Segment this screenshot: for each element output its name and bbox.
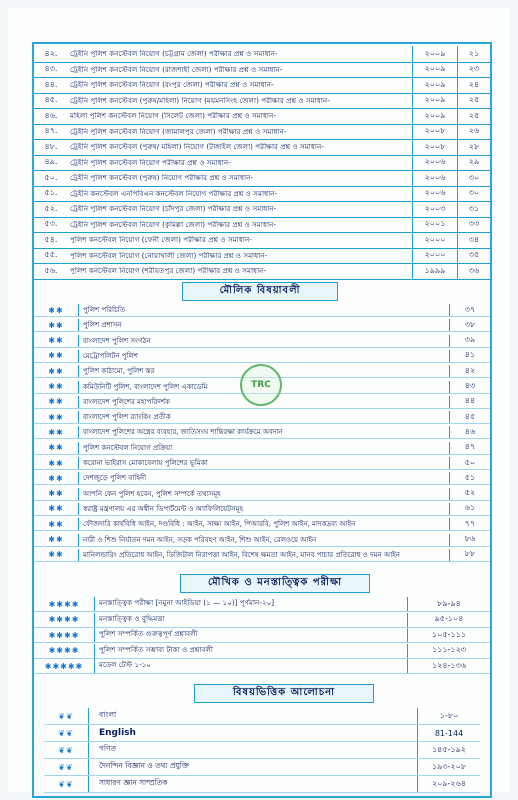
row-page: ২৯ — [457, 155, 490, 171]
item-title: বাংলাদেশ পুলিশের অস্ত্রের ব্যবহার, জাতিসংঘ শান্তিরক্ষা কার্যক্রমে অবদান — [78, 426, 449, 438]
row-title: ট্রেইনি পুলিশ কনস্টেবল নিয়োগ (চট্টগ্রাম জেলা) পরীক্ষার প্রশ্ন ও সমাধান- — [70, 50, 278, 58]
list-item — [34, 426, 490, 439]
table-row — [34, 248, 490, 265]
star-bullet-icon: ✱✱ — [48, 351, 64, 361]
table-row — [34, 263, 490, 280]
item-title: মনস্তাত্ত্বিক পরীক্ষা [নমুনা আইডিয়া (১ — ১০)] পূর্ণমান-২০] — [94, 597, 407, 611]
row-title: ট্রেইনি পুলিশ কনস্টেবল (পুরুষ/ মহিলা) নিয়োগ (টাঙ্গাইল জেলা) পরীক্ষার প্রশ্ন ও সমাধান- — [70, 143, 324, 151]
item-title: আপনি কেন পুলিশ হবেন, পুলিশ সম্পর্কে তথ্যসমূহ — [78, 488, 449, 500]
star-bullet-icon: ✱✱ — [48, 504, 64, 514]
list-item — [34, 411, 490, 424]
row-title: মহিলা পুলিশ কনস্টেবল নিয়োগ (সিলেট জেলা) পরীক্ষার প্রশ্ন ও সমাধান- — [70, 112, 276, 120]
item-title: মেট্রোপলিটন পুলিশ — [78, 350, 449, 362]
row-number: ৫৩. — [44, 219, 58, 229]
row-number: ৪৮. — [44, 141, 58, 151]
row-page: ২৪ — [457, 77, 490, 93]
item-page: ৬১ — [449, 503, 490, 515]
list-item — [34, 350, 490, 363]
item-title: মডেল টেস্ট ১-১০ — [94, 659, 407, 673]
item-page: ৩৯ — [449, 335, 490, 347]
item-title: ফৌজদারি কার্যবিধি আইন, দণ্ডবিধি : আইন, সাক্ষ্য আইন, পিআরবি, পুলিশ আইন, মাদকদ্রব্য আইন — [78, 518, 449, 530]
item-title: দেশজুড়ে পুলিশ বাহিনী — [78, 472, 449, 484]
star-bullet-icon: ✱✱✱✱ — [48, 630, 80, 640]
row-year: ২০০১ — [412, 217, 457, 233]
leaf-bullet-icon: ❦❦ — [58, 779, 74, 789]
row-year: ২০০০ — [412, 248, 457, 264]
row-page: ৩৫ — [457, 248, 490, 264]
row-page: ৩০ — [457, 170, 490, 186]
row-year: ২০০৯ — [412, 108, 457, 124]
star-bullet-icon: ✱✱ — [48, 519, 64, 529]
row-number: ৪৬. — [44, 110, 58, 120]
list-item — [34, 442, 490, 455]
row-page: ৩৬ — [457, 263, 490, 279]
star-bullet-icon: ✱✱ — [48, 320, 64, 330]
item-title: বাংলা — [88, 708, 417, 724]
item-page: ৭৭ — [449, 518, 490, 530]
star-bullet-icon: ✱✱ — [48, 336, 64, 346]
item-title: সাধারণ জ্ঞান সাম্প্রতিক — [88, 776, 417, 792]
list-item — [44, 708, 480, 725]
table-row — [34, 232, 490, 249]
item-title: পুলিশ কনস্টেবল নিয়োগ প্রক্রিয়া — [78, 442, 449, 454]
table-row — [34, 170, 490, 187]
item-page: ৪১ — [449, 350, 490, 362]
row-title: ট্রেইনি পুলিশ কনস্টেবল (পুরুষ/মহিলা) নিয়োগ (ময়মনসিংহ জেলা) পরীক্ষার প্রশ্ন ও সমাধান- — [70, 96, 330, 104]
item-title: English — [88, 725, 417, 741]
row-page: ২৫ — [457, 93, 490, 109]
list-item — [34, 549, 490, 562]
star-bullet-icon: ✱✱✱✱✱ — [44, 661, 84, 671]
row-title: পুলিশ কনস্টেবল নিয়োগ (শরীয়তপুর জেলা) পরীক্ষার প্রশ্ন ও সমাধান- — [70, 267, 267, 275]
item-page: 81-144 — [417, 725, 480, 741]
table-row — [34, 139, 490, 156]
list-item — [34, 503, 490, 516]
item-title: মনস্তাত্ত্বিক ও বুদ্ধিমত্তা — [94, 613, 407, 627]
item-title: পুলিশ কাঠামো, পুলিশ স্তর — [78, 365, 449, 377]
item-page: ৫১ — [449, 472, 490, 484]
item-page: ৫২ — [449, 488, 490, 500]
row-title: ট্রেইনি পুলিশ কনস্টেবল নিয়োগ (কুমিল্লা জেলা) পরীক্ষার প্রশ্ন ও সমাধান- — [70, 220, 276, 228]
table-row — [34, 77, 490, 94]
list-item — [34, 304, 490, 317]
item-title: গণিত — [88, 742, 417, 758]
list-item — [44, 776, 480, 793]
item-page: ১২৪-১৩৬ — [407, 659, 490, 673]
star-bullet-icon: ✱✱ — [48, 412, 64, 422]
table-row — [34, 46, 490, 63]
list-item — [34, 644, 490, 659]
table-row — [34, 93, 490, 110]
star-bullet-icon: ✱✱✱✱ — [48, 615, 80, 624]
star-bullet-icon: ✱✱ — [48, 473, 64, 483]
row-title: পুলিশ কনস্টেবল নিয়োগ (ফেনী জেলা) পরীক্ষার প্রশ্ন ও সমাধান- — [70, 236, 252, 244]
star-bullet-icon: ✱✱ — [48, 458, 64, 468]
row-year: ২০০৩ — [412, 201, 457, 217]
table-row — [34, 217, 490, 234]
section-title-basic-topics: মৌলিক বিষয়াবলী — [182, 282, 338, 301]
item-title: করোনা ভাইরাস মোকাবেলায় পুলিশের ভূমিকা — [78, 457, 449, 469]
item-page: ১৯৩-২০৮ — [417, 759, 480, 775]
item-page: ৮৯-৯৪ — [407, 597, 490, 611]
item-page: ৯৫-১০৪ — [407, 613, 490, 627]
item-page: ৩৭ — [449, 304, 490, 316]
star-bullet-icon: ✱✱ — [48, 550, 64, 560]
star-bullet-icon: ✱✱ — [48, 535, 64, 545]
row-page: ৩৪ — [457, 232, 490, 248]
list-item — [34, 534, 490, 547]
row-page: ৩০ — [457, 186, 490, 202]
row-year: ২০০৮ — [412, 139, 457, 155]
row-title: ট্রেইনি পুলিশ কনস্টেবল নিয়োগ (রংপুর জেলা) পরীক্ষার প্রশ্ন ও সমাধান- — [70, 81, 274, 89]
star-bullet-icon: ✱✱ — [48, 305, 64, 315]
item-title: দৈনন্দিন বিজ্ঞান ও তথ্য প্রযুক্তি — [88, 759, 417, 775]
row-title: ট্রেইনি পুলিশ কনস্টেবল নিয়োগ (রাজশাহী জেলা) পরীক্ষার প্রশ্ন ও সমাধান- — [70, 65, 283, 73]
table-row — [34, 108, 490, 125]
row-page: ২৬ — [457, 124, 490, 140]
row-year: ২০০৬ — [412, 155, 457, 171]
table-row — [34, 124, 490, 141]
item-title: মানিলন্ডারিং প্রতিরোধ আইন, ডিজিটাল নিরাপত্তা আইন, বিশেষ ক্ষমতা আইন, মানব পাচার প্রতিরোধ ও দমন আইন — [78, 549, 449, 561]
publisher-logo-watermark: TRC — [240, 364, 282, 406]
item-page: ৪৪ — [449, 396, 490, 408]
star-bullet-icon: ✱✱ — [48, 382, 64, 392]
item-title: পুলিশ প্রশাসন — [78, 319, 449, 331]
item-title: নারী ও শিশু নির্যাতন দমন আইন, সড়ক পরিবহণ আইন, শিশু আইন, রেলওয়ে আইন — [78, 534, 449, 546]
item-page: ১১১-১২৩ — [407, 644, 490, 658]
row-number: ৫১. — [44, 188, 58, 198]
row-page: ২১ — [457, 46, 490, 62]
row-title: ট্রেইনি পুলিশ কনস্টেবল (পুরুষ) নিয়োগ পরীক্ষার প্রশ্ন ও সমাধান- — [70, 174, 253, 182]
table-row — [34, 62, 490, 79]
row-number: ৫০. — [44, 172, 58, 182]
list-item — [34, 335, 490, 348]
table-row — [34, 155, 490, 172]
row-title: ট্রেইনি পুলিশ কনস্টেবল নিয়োগ (জামালপুর জেলা) পরীক্ষার প্রশ্ন ও সমাধান- — [70, 127, 287, 135]
item-page: ৪৬ — [449, 426, 490, 438]
leaf-bullet-icon: ❦❦ — [58, 762, 74, 772]
row-number: ৫৪. — [44, 234, 58, 244]
item-page: ৮৮ — [449, 549, 490, 561]
row-page: ৩১ — [457, 201, 490, 217]
row-number: ৪২. — [44, 48, 58, 58]
row-page: ২৩ — [457, 62, 490, 78]
list-item — [34, 613, 490, 628]
item-title: পুলিশ সম্পর্কিত গুরুত্বপূর্ণ প্রশ্নাবলী — [94, 628, 407, 642]
item-page: ৫০ — [449, 457, 490, 469]
list-item — [34, 457, 490, 470]
star-bullet-icon: ✱✱ — [48, 443, 64, 453]
item-page: ২০৯-২৬৪ — [417, 776, 480, 792]
table-row — [34, 201, 490, 218]
row-number: ৫৫. — [44, 250, 58, 260]
item-page: ৪৩ — [449, 381, 490, 393]
star-bullet-icon: ✱✱ — [48, 397, 64, 407]
row-year: ২০০৯ — [412, 46, 457, 62]
row-number: ৪৫. — [44, 95, 58, 105]
list-item — [44, 759, 480, 776]
row-number: ৫২. — [44, 203, 58, 213]
row-year: ২০০৯ — [412, 62, 457, 78]
star-bullet-icon: ✱✱ — [48, 427, 64, 437]
item-page: ৩৮ — [449, 319, 490, 331]
star-bullet-icon: ✱✱ — [48, 366, 64, 376]
star-bullet-icon: ✱✱✱✱ — [48, 646, 80, 655]
leaf-bullet-icon: ❦❦ — [58, 745, 74, 755]
list-item — [34, 659, 490, 674]
item-page: ১০৫-১১১ — [407, 628, 490, 642]
list-item — [44, 725, 480, 742]
list-item — [34, 488, 490, 501]
item-title: পুলিশ সম্পর্কিত সম্ভাব্য টাকা ও প্রশ্নাবলী — [94, 644, 407, 658]
item-title: স্বরাষ্ট্র মন্ত্রণালয় এর অধীন ডিপার্টমেন্ট ও অ্যাফিলিয়েটসমূহ — [78, 503, 449, 515]
item-page: ১৪৫-১৯২ — [417, 742, 480, 758]
item-page: ১-৮০ — [417, 708, 480, 724]
row-title: ট্রেইনি কনস্টেবল এনপিবিএন কনস্টেবল নিয়োগ পরীক্ষার প্রশ্ন ও সমাধান- — [70, 189, 278, 197]
row-year: ২০০৮ — [412, 124, 457, 140]
star-bullet-icon: ✱✱✱✱ — [48, 599, 80, 609]
list-item — [34, 319, 490, 332]
row-page: ২৮ — [457, 139, 490, 155]
document-page — [8, 8, 510, 792]
row-year: ২০০৬ — [412, 170, 457, 186]
row-title: পুলিশ কনস্টেবল নিয়োগ (নোয়াখালী জেলা) পরীক্ষার প্রশ্ন ও সমাধান- — [70, 251, 268, 259]
row-year: ২০০৯ — [412, 77, 457, 93]
item-title: কমিউনিটি পুলিশ, বাংলাদেশ পুলিশ একাডেমি — [78, 381, 449, 393]
row-year: ২০০৯ — [412, 93, 457, 109]
leaf-bullet-icon: ❦❦ — [58, 711, 74, 721]
section-title-subject-discussion: বিষয়ভিত্তিক আলোচনা — [194, 684, 374, 703]
row-year: ২০০৬ — [412, 186, 457, 202]
star-bullet-icon: ✱✱ — [48, 489, 64, 499]
list-item — [34, 472, 490, 485]
leaf-bullet-icon: ❦❦ — [58, 728, 74, 738]
row-number: ৫৬. — [44, 265, 58, 275]
row-year: ২০০০ — [412, 232, 457, 248]
row-page: ৩৩ — [457, 217, 490, 233]
item-title: পুলিশ পরিচিতি — [78, 304, 449, 316]
list-item — [44, 742, 480, 759]
row-title: ট্রেইনি পুলিশ কনস্টেবল নিয়োগ পরীক্ষার প্রশ্ন ও সমাধান- — [70, 158, 231, 166]
row-page: ২৫ — [457, 108, 490, 124]
row-number: ৪৭. — [44, 126, 58, 136]
item-title: বাংলাদেশ পুলিশ সংগঠন — [78, 335, 449, 347]
section-title-viva-psychology: মৌখিক ও মনস্তাত্ত্বিক পরীক্ষা — [180, 574, 370, 593]
content-frame — [32, 42, 492, 798]
row-year: ১৯৯৯ — [412, 263, 457, 279]
item-title: বাংলাদেশ পুলিশ র‍্যাংকিং প্রতীক — [78, 411, 449, 423]
list-item — [34, 628, 490, 643]
list-item — [34, 518, 490, 531]
item-page: ৪২ — [449, 365, 490, 377]
row-title: ট্রেইনি পুলিশ কনস্টেবল নিয়োগ (চাঁদপুর জেলা) পরীক্ষার প্রশ্ন ও সমাধান- — [70, 205, 277, 213]
row-number: ৪৯. — [44, 157, 58, 167]
item-page: ৮৬ — [449, 534, 490, 546]
table-row — [34, 186, 490, 203]
row-number: ৪৩. — [44, 64, 58, 74]
row-number: ৪৪. — [44, 79, 58, 89]
list-item — [34, 597, 490, 612]
item-page: ৪৫ — [449, 411, 490, 423]
item-title: বাংলাদেশ পুলিশের মহাপরিদর্শক — [78, 396, 449, 408]
item-page: ৪৭ — [449, 442, 490, 454]
